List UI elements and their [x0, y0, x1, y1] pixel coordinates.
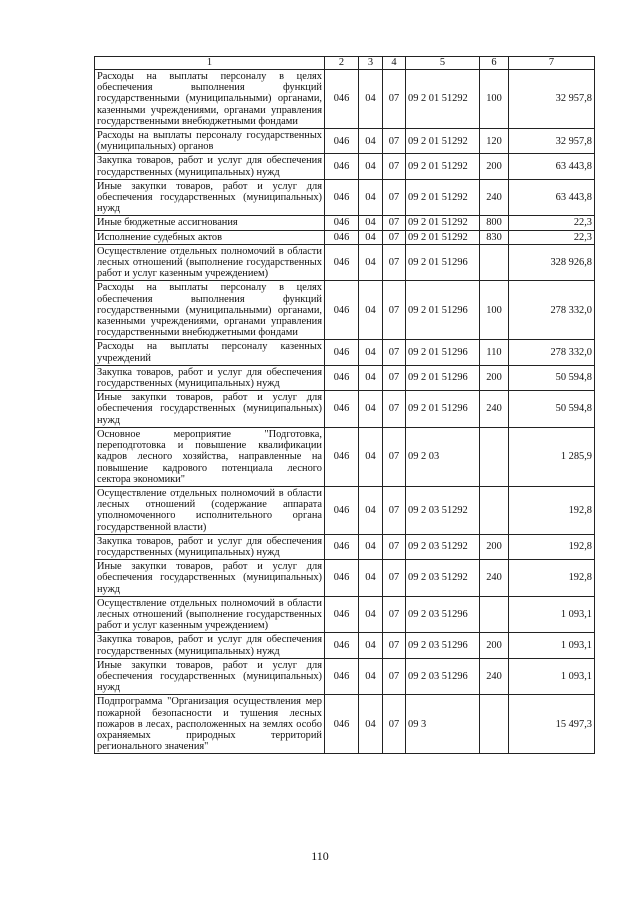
expense-type-code: 110	[480, 340, 509, 365]
amount: 22,3	[509, 216, 595, 230]
table-row	[95, 427, 595, 486]
target-article-code: 09 3	[406, 695, 480, 754]
subsection-code: 07	[383, 391, 406, 428]
dept-code: 046	[325, 244, 359, 281]
target-article-code: 09 2 03 51296	[406, 658, 480, 695]
amount: 192,8	[509, 486, 595, 534]
amount: 50 594,8	[509, 365, 595, 390]
column-header: 1	[95, 57, 325, 70]
expense-type-code	[480, 486, 509, 534]
section-code: 04	[359, 596, 383, 633]
row-name: Закупка товаров, работ и услуг для обеспечения государственных (муниципальных) нужд	[95, 534, 325, 559]
row-name: Расходы на выплаты персоналу государственных (муниципальных) органов	[95, 129, 325, 154]
expense-type-code: 200	[480, 534, 509, 559]
table-body	[95, 70, 595, 754]
subsection-code: 07	[383, 281, 406, 340]
expense-type-code: 100	[480, 281, 509, 340]
target-article-code: 09 2 01 51292	[406, 70, 480, 129]
table-row	[95, 216, 595, 230]
column-header: 5	[406, 57, 480, 70]
row-name: Иные бюджетные ассигнования	[95, 216, 325, 230]
amount: 192,8	[509, 534, 595, 559]
amount: 15 497,3	[509, 695, 595, 754]
column-header: 3	[359, 57, 383, 70]
subsection-code: 07	[383, 129, 406, 154]
section-code: 04	[359, 633, 383, 658]
table-row	[95, 129, 595, 154]
row-name: Осуществление отдельных полномочий в области лесных отношений (выполнение государственных работ и услуг казенным учреждением)	[95, 244, 325, 281]
row-name: Расходы на выплаты персоналу казенных учреждений	[95, 340, 325, 365]
subsection-code: 07	[383, 70, 406, 129]
subsection-code: 07	[383, 340, 406, 365]
table-row	[95, 281, 595, 340]
subsection-code: 07	[383, 560, 406, 597]
table-row	[95, 633, 595, 658]
expense-type-code	[480, 427, 509, 486]
section-code: 04	[359, 216, 383, 230]
column-header: 2	[325, 57, 359, 70]
section-code: 04	[359, 658, 383, 695]
subsection-code: 07	[383, 244, 406, 281]
subsection-code: 07	[383, 596, 406, 633]
dept-code: 046	[325, 365, 359, 390]
dept-code: 046	[325, 658, 359, 695]
column-header: 7	[509, 57, 595, 70]
amount: 63 443,8	[509, 154, 595, 179]
target-article-code: 09 2 01 51292	[406, 129, 480, 154]
table-row	[95, 560, 595, 597]
page-number: 110	[311, 849, 329, 863]
amount: 1 093,1	[509, 633, 595, 658]
table-row	[95, 244, 595, 281]
target-article-code: 09 2 03 51292	[406, 486, 480, 534]
row-name: Осуществление отдельных полномочий в области лесных отношений (содержание аппарата уполномоченного исполнительного органа государственной власти)	[95, 486, 325, 534]
section-code: 04	[359, 281, 383, 340]
subsection-code: 07	[383, 534, 406, 559]
row-name: Закупка товаров, работ и услуг для обеспечения государственных (муниципальных) нужд	[95, 365, 325, 390]
section-code: 04	[359, 154, 383, 179]
amount: 278 332,0	[509, 281, 595, 340]
expense-type-code: 800	[480, 216, 509, 230]
amount: 1 093,1	[509, 596, 595, 633]
table-row	[95, 230, 595, 244]
target-article-code: 09 2 01 51292	[406, 216, 480, 230]
table-row	[95, 154, 595, 179]
target-article-code: 09 2 03 51292	[406, 534, 480, 559]
expense-type-code: 200	[480, 365, 509, 390]
target-article-code: 09 2 01 51296	[406, 281, 480, 340]
target-article-code: 09 2 01 51296	[406, 244, 480, 281]
target-article-code: 09 2 01 51296	[406, 365, 480, 390]
expense-type-code	[480, 596, 509, 633]
dept-code: 046	[325, 179, 359, 216]
expense-type-code: 100	[480, 70, 509, 129]
column-header: 6	[480, 57, 509, 70]
row-name: Иные закупки товаров, работ и услуг для обеспечения государственных (муниципальных) нужд	[95, 179, 325, 216]
subsection-code: 07	[383, 154, 406, 179]
target-article-code: 09 2 03 51296	[406, 633, 480, 658]
target-article-code: 09 2 03 51296	[406, 596, 480, 633]
table-row	[95, 658, 595, 695]
row-name: Подпрограмма "Организация осуществления мер пожарной безопасности и тушения лесных пожаров в лесах, расположенных на землях особо охраняемых природных территорий регионального значения"	[95, 695, 325, 754]
table-row	[95, 70, 595, 129]
subsection-code: 07	[383, 633, 406, 658]
target-article-code: 09 2 01 51292	[406, 230, 480, 244]
dept-code: 046	[325, 216, 359, 230]
row-name: Иные закупки товаров, работ и услуг для обеспечения государственных (муниципальных) нужд	[95, 658, 325, 695]
dept-code: 046	[325, 560, 359, 597]
section-code: 04	[359, 244, 383, 281]
section-code: 04	[359, 129, 383, 154]
row-name: Иные закупки товаров, работ и услуг для обеспечения государственных (муниципальных) нужд	[95, 391, 325, 428]
table-row	[95, 596, 595, 633]
table-row	[95, 340, 595, 365]
target-article-code: 09 2 03	[406, 427, 480, 486]
amount: 32 957,8	[509, 129, 595, 154]
row-name: Исполнение судебных актов	[95, 230, 325, 244]
dept-code: 046	[325, 633, 359, 658]
amount: 328 926,8	[509, 244, 595, 281]
section-code: 04	[359, 560, 383, 597]
expense-type-code	[480, 695, 509, 754]
dept-code: 046	[325, 129, 359, 154]
dept-code: 046	[325, 154, 359, 179]
subsection-code: 07	[383, 658, 406, 695]
section-code: 04	[359, 391, 383, 428]
section-code: 04	[359, 70, 383, 129]
section-code: 04	[359, 365, 383, 390]
target-article-code: 09 2 01 51292	[406, 154, 480, 179]
expense-type-code: 240	[480, 560, 509, 597]
amount: 50 594,8	[509, 391, 595, 428]
table-row	[95, 391, 595, 428]
dept-code: 046	[325, 391, 359, 428]
row-name: Основное мероприятие "Подготовка, переподготовка и повышение квалификации кадров лесного хозяйства, направленные на повышение кадрового потенциала лесного сектора экономики"	[95, 427, 325, 486]
amount: 1 093,1	[509, 658, 595, 695]
expense-type-code: 240	[480, 179, 509, 216]
section-code: 04	[359, 340, 383, 365]
section-code: 04	[359, 486, 383, 534]
section-code: 04	[359, 534, 383, 559]
row-name: Расходы на выплаты персоналу в целях обеспечения выполнения функций государственными (муниципальными) органами, казенными учреждениями, органами управления государственными внебюджетными фондами	[95, 281, 325, 340]
subsection-code: 07	[383, 179, 406, 216]
expense-type-code: 200	[480, 633, 509, 658]
row-name: Закупка товаров, работ и услуг для обеспечения государственных (муниципальных) нужд	[95, 633, 325, 658]
subsection-code: 07	[383, 486, 406, 534]
dept-code: 046	[325, 70, 359, 129]
row-name: Осуществление отдельных полномочий в области лесных отношений (выполнение государственных работ и услуг казенным учреждением)	[95, 596, 325, 633]
section-code: 04	[359, 427, 383, 486]
section-code: 04	[359, 230, 383, 244]
expense-type-code	[480, 244, 509, 281]
column-header: 4	[383, 57, 406, 70]
target-article-code: 09 2 01 51296	[406, 391, 480, 428]
budget-table	[94, 56, 595, 754]
row-name: Закупка товаров, работ и услуг для обеспечения государственных (муниципальных) нужд	[95, 154, 325, 179]
dept-code: 046	[325, 230, 359, 244]
amount: 22,3	[509, 230, 595, 244]
table-header-row	[95, 57, 595, 70]
amount: 32 957,8	[509, 70, 595, 129]
section-code: 04	[359, 695, 383, 754]
expense-type-code: 120	[480, 129, 509, 154]
section-code: 04	[359, 179, 383, 216]
dept-code: 046	[325, 534, 359, 559]
table-row	[95, 695, 595, 754]
amount: 1 285,9	[509, 427, 595, 486]
row-name: Иные закупки товаров, работ и услуг для обеспечения государственных (муниципальных) нужд	[95, 560, 325, 597]
amount: 63 443,8	[509, 179, 595, 216]
subsection-code: 07	[383, 427, 406, 486]
subsection-code: 07	[383, 365, 406, 390]
table-row	[95, 365, 595, 390]
expense-type-code: 240	[480, 658, 509, 695]
dept-code: 046	[325, 281, 359, 340]
expense-type-code: 240	[480, 391, 509, 428]
subsection-code: 07	[383, 216, 406, 230]
table-row	[95, 534, 595, 559]
table-row	[95, 486, 595, 534]
dept-code: 046	[325, 695, 359, 754]
subsection-code: 07	[383, 230, 406, 244]
target-article-code: 09 2 01 51296	[406, 340, 480, 365]
expense-type-code: 200	[480, 154, 509, 179]
table-row	[95, 179, 595, 216]
dept-code: 046	[325, 596, 359, 633]
dept-code: 046	[325, 486, 359, 534]
amount: 192,8	[509, 560, 595, 597]
subsection-code: 07	[383, 695, 406, 754]
row-name: Расходы на выплаты персоналу в целях обеспечения выполнения функций государственными (муниципальными) органами, казенными учреждениями, органами управления государственными внебюджетными фондами	[95, 70, 325, 129]
amount: 278 332,0	[509, 340, 595, 365]
target-article-code: 09 2 01 51292	[406, 179, 480, 216]
expense-type-code: 830	[480, 230, 509, 244]
dept-code: 046	[325, 340, 359, 365]
target-article-code: 09 2 03 51292	[406, 560, 480, 597]
dept-code: 046	[325, 427, 359, 486]
